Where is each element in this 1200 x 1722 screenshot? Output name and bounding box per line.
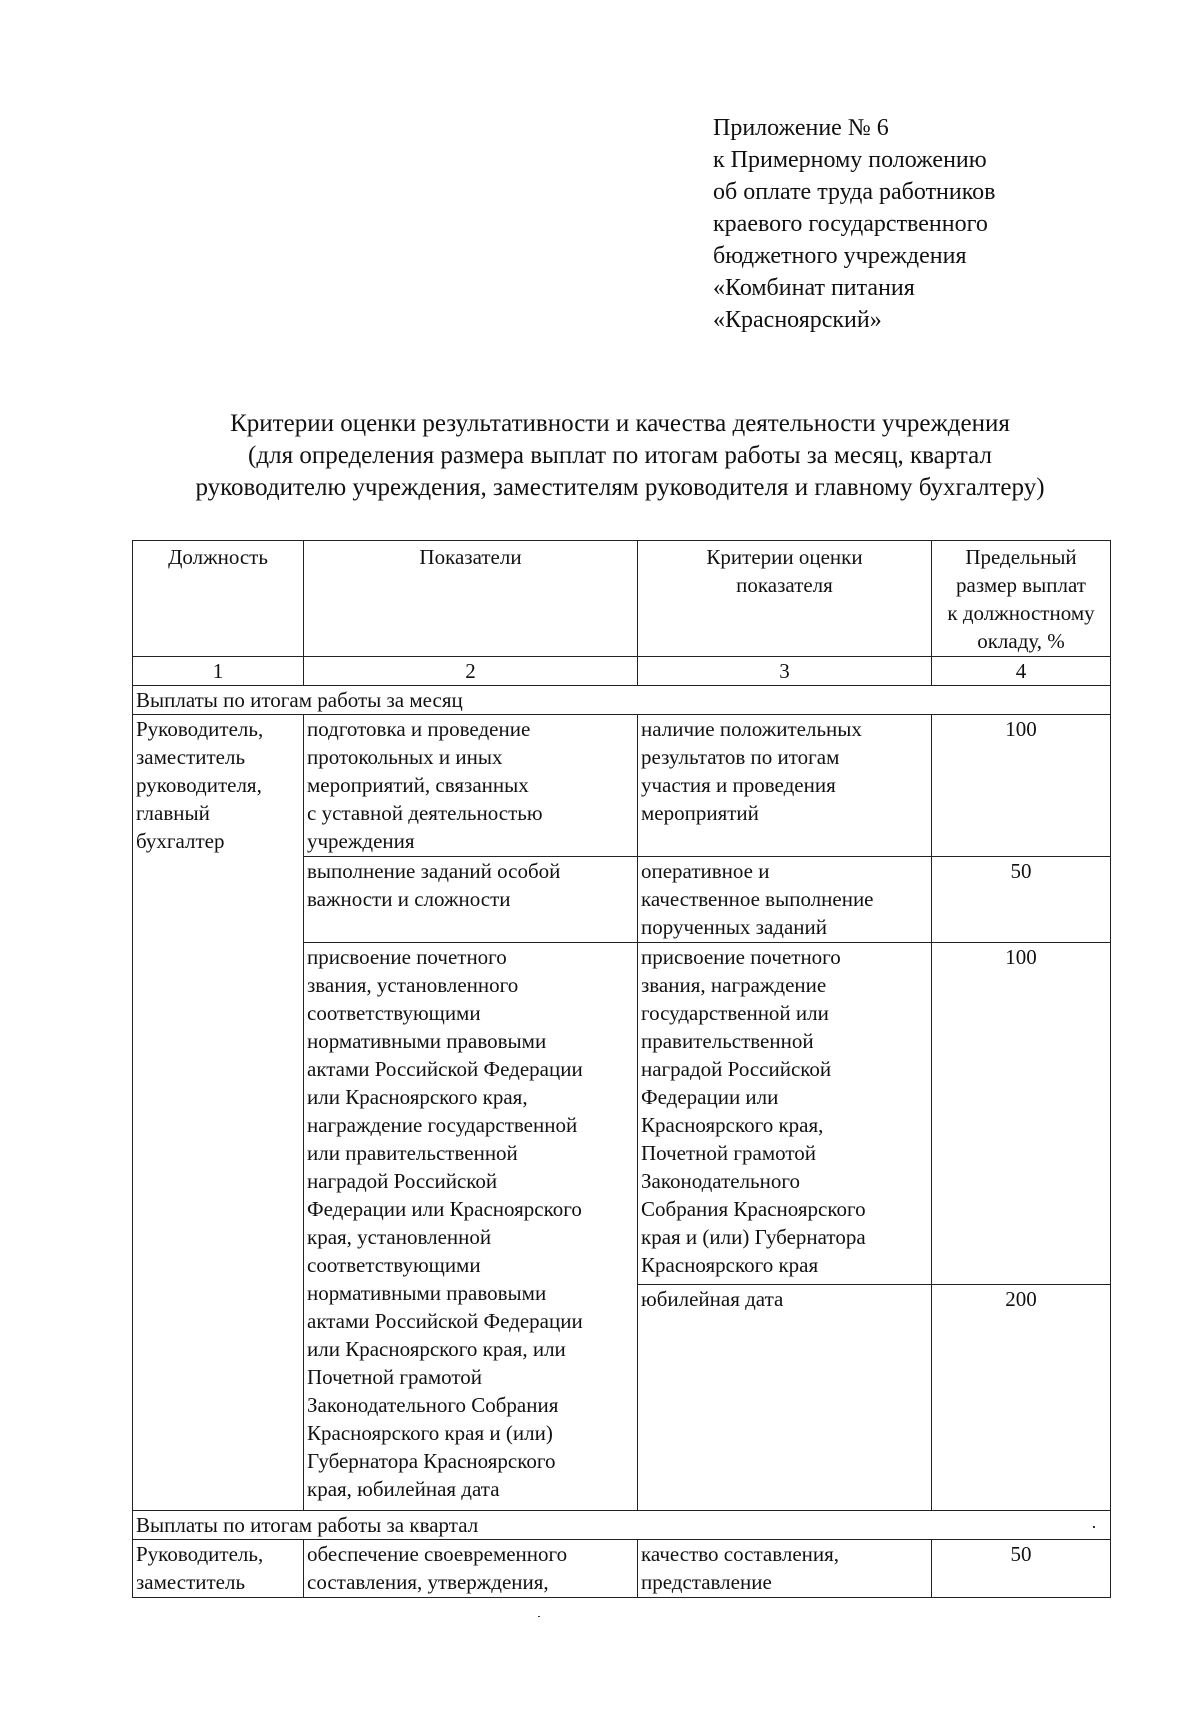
cell-line: Критерии оценки — [706, 545, 863, 569]
cell-line: Показатели — [419, 545, 522, 569]
position-cell — [133, 715, 304, 1511]
cell-line: или правительственной — [307, 1141, 518, 1165]
criteria-table — [132, 540, 1111, 1598]
cell-line: к должностному — [947, 601, 1095, 625]
cell-line: наличие положительных — [641, 717, 862, 741]
section-row-quarter — [133, 1511, 1111, 1540]
column-number: 3 — [638, 657, 932, 686]
cell-line: Должность — [168, 545, 268, 569]
cell-line: правительственной — [641, 1029, 814, 1053]
cell-line: Федерации или — [641, 1085, 779, 1109]
appendix-line: краевого государственного — [713, 211, 988, 237]
cell-line: участия и проведения — [641, 773, 836, 797]
cell-line: Законодательного Собрания — [307, 1393, 559, 1417]
cell-line: Собрания Красноярского — [641, 1197, 866, 1221]
cell-line: оперативное и — [641, 859, 770, 883]
cell-line: края и (или) Губернатора — [641, 1225, 866, 1249]
cell-line: или Красноярского края, — [307, 1085, 528, 1109]
appendix-line: об оплате труда работников — [713, 179, 996, 205]
cell-line: нормативными правовыми — [307, 1029, 547, 1053]
cell-line: Руководитель, — [136, 1542, 264, 1566]
section-title-month: Выплаты по итогам работы за месяц — [133, 686, 1111, 715]
cell-line: Почетной грамотой — [307, 1365, 482, 1389]
cell-line: представление — [641, 1570, 772, 1594]
cell-line: заместитель — [136, 1570, 246, 1594]
cell-line: государственной или — [641, 1001, 829, 1025]
header-position — [133, 541, 304, 657]
header-max-payment — [932, 541, 1111, 657]
document-title — [130, 408, 1110, 504]
title-line: (для определения размера выплат по итогам работы за месяц, квартал — [248, 442, 992, 469]
position-cell — [133, 1540, 304, 1598]
cell-line: присвоение почетного — [641, 945, 841, 969]
column-number: 2 — [304, 657, 638, 686]
criteria-cell — [638, 1540, 932, 1598]
cell-line: Губернатора Красноярского — [307, 1449, 556, 1473]
cell-line: Руководитель, — [136, 717, 264, 741]
cell-line: бухгалтер — [136, 829, 225, 853]
cell-line: Почетной грамотой — [641, 1141, 816, 1165]
criteria-cell — [638, 715, 932, 857]
cell-line: края, юбилейная дата — [307, 1477, 500, 1501]
scan-speck — [1093, 1526, 1095, 1528]
criteria-cell — [638, 943, 932, 1285]
appendix-line: бюджетного учреждения — [713, 243, 967, 269]
table-row — [133, 715, 1111, 857]
cell-line: показателя — [736, 573, 833, 597]
cell-line: результатов по итогам — [641, 745, 840, 769]
indicator-cell — [304, 715, 638, 857]
value-cell: 50 — [932, 1540, 1111, 1598]
cell-line: главный — [136, 801, 210, 825]
appendix-line: «Красноярский» — [713, 307, 882, 333]
appendix-line: Приложение № 6 — [713, 115, 889, 141]
cell-line: качество составления, — [641, 1542, 840, 1566]
value-cell: 100 — [932, 715, 1111, 857]
cell-line: качественное выполнение — [641, 887, 874, 911]
cell-line: нормативными правовыми — [307, 1281, 547, 1305]
cell-line: актами Российской Федерации — [307, 1057, 583, 1081]
cell-line: наградой Российской — [641, 1057, 832, 1081]
cell-line: руководителя, — [136, 773, 262, 797]
section-row-month — [133, 686, 1111, 715]
cell-line: размер выплат — [956, 573, 1086, 597]
indicator-cell — [304, 1540, 638, 1598]
cell-line: Предельный — [965, 545, 1077, 569]
cell-line: обеспечение своевременного — [307, 1542, 568, 1566]
cell-line: награждение государственной — [307, 1113, 578, 1137]
appendix-block — [713, 112, 996, 336]
value-cell: 50 — [932, 857, 1111, 943]
cell-line: звания, награждение — [641, 973, 827, 997]
column-number-row — [133, 657, 1111, 686]
criteria-cell — [638, 1285, 932, 1511]
cell-line: Законодательного — [641, 1169, 800, 1193]
cell-line: порученных заданий — [641, 915, 828, 939]
table-row — [133, 1540, 1111, 1598]
cell-line: Красноярского края — [641, 1253, 819, 1277]
cell-line: присвоение почетного — [307, 945, 507, 969]
cell-line: звания, установленного — [307, 973, 519, 997]
cell-line: наградой Российской — [307, 1169, 498, 1193]
cell-line: или Красноярского края, или — [307, 1337, 566, 1361]
title-line: руководителю учреждения, заместителям руководителя и главному бухгалтеру) — [195, 474, 1045, 501]
indicator-cell — [304, 857, 638, 943]
cell-line: окладу, % — [977, 629, 1065, 653]
cell-line: важности и сложности — [307, 887, 511, 911]
title-line: Критерии оценки результативности и качества деятельности учреждения — [230, 410, 1010, 437]
cell-line: протокольных и иных — [307, 745, 503, 769]
appendix-line: «Комбинат питания — [713, 275, 915, 301]
cell-line: края, установленной — [307, 1225, 492, 1249]
indicator-cell — [304, 943, 638, 1511]
cell-line: подготовка и проведение — [307, 717, 531, 741]
column-number: 4 — [932, 657, 1111, 686]
cell-line: соответствующими — [307, 1253, 481, 1277]
criteria-cell — [638, 857, 932, 943]
cell-line: Федерации или Красноярского — [307, 1197, 582, 1221]
cell-line: составления, утверждения, — [307, 1570, 549, 1594]
scan-speck — [538, 1616, 540, 1617]
section-title-quarter: Выплаты по итогам работы за квартал — [133, 1511, 1111, 1540]
cell-line: мероприятий, связанных — [307, 773, 529, 797]
cell-line: Красноярского края, — [641, 1113, 824, 1137]
cell-line: актами Российской Федерации — [307, 1309, 583, 1333]
cell-line: Красноярского края и (или) — [307, 1421, 553, 1445]
cell-line: заместитель — [136, 745, 246, 769]
value-cell: 100 — [932, 943, 1111, 1285]
cell-line: юбилейная дата — [641, 1287, 784, 1311]
cell-line: с уставной деятельностью — [307, 801, 543, 825]
cell-line: мероприятий — [641, 801, 759, 825]
cell-line: выполнение заданий особой — [307, 859, 561, 883]
column-number: 1 — [133, 657, 304, 686]
appendix-line: к Примерному положению — [713, 147, 987, 173]
table-header-row — [133, 541, 1111, 657]
value-cell: 200 — [932, 1285, 1111, 1511]
cell-line: соответствующими — [307, 1001, 481, 1025]
cell-line: учреждения — [307, 829, 415, 853]
header-indicators — [304, 541, 638, 657]
header-criteria — [638, 541, 932, 657]
